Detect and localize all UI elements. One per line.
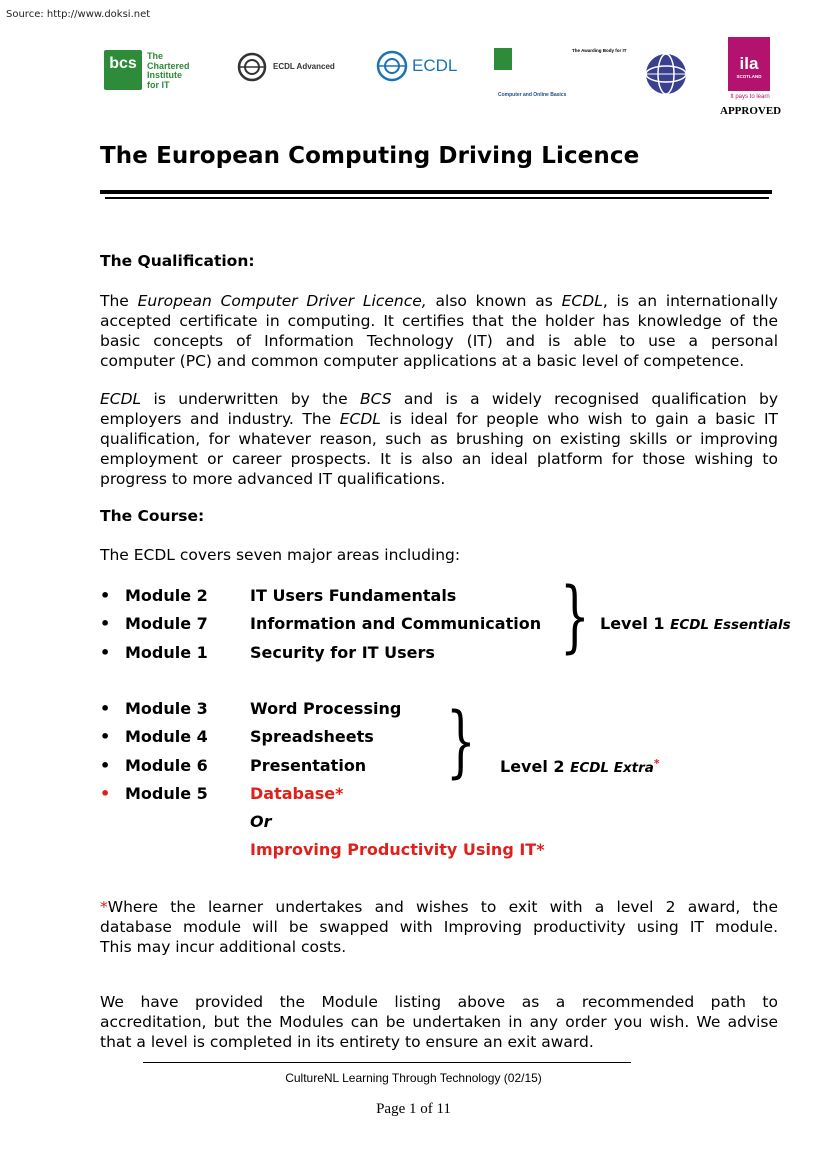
bullet: • xyxy=(100,784,111,803)
bullet: • xyxy=(100,643,111,662)
ecdl-logo xyxy=(372,50,467,82)
module-number: Module 6 xyxy=(125,756,208,775)
text-run: ECDL xyxy=(339,410,381,428)
text-run: The xyxy=(100,292,138,310)
course-heading: The Course: xyxy=(100,507,205,525)
bcs-computer-basics-logo xyxy=(492,46,627,102)
text-run: Where the learner undertakes and wishes to exit with a level 2 award, the xyxy=(107,898,778,916)
computer-basics-text: Computer and Online Basics xyxy=(498,92,567,98)
level-1-label xyxy=(600,614,791,633)
closing-paragraph xyxy=(100,992,778,1052)
module-title: Presentation xyxy=(250,756,367,775)
bcs-mini-mark xyxy=(494,48,512,70)
footer-rule xyxy=(143,1062,631,1063)
bullet: • xyxy=(100,586,111,605)
ecdl-advanced-logo xyxy=(233,52,343,84)
ecdl-advanced-text: ECDL Advanced xyxy=(273,62,335,71)
awarding-body-text: The Awarding Body for IT xyxy=(572,48,627,53)
module-number: Module 5 xyxy=(125,784,208,803)
text-line: We have provided the Module listing above as a recommended path to xyxy=(100,993,778,1011)
module-title: Spreadsheets xyxy=(250,727,374,746)
module-number: Module 1 xyxy=(125,643,208,662)
level-1-brace: } xyxy=(560,572,590,662)
text-line: accreditation, but the Modules can be undertaken in any order you wish. We advise xyxy=(100,1013,778,1031)
course-intro: The ECDL covers seven major areas including: xyxy=(100,546,461,564)
text-line: database module will be swapped with Improving productivity using IT module. xyxy=(100,918,778,936)
module-title: Information and Communication xyxy=(250,614,542,633)
module-number: Module 3 xyxy=(125,699,208,718)
asterisk: * xyxy=(653,757,660,770)
page-number: Page 1 of 11 xyxy=(376,1101,451,1117)
module-number: Module 7 xyxy=(125,614,208,633)
module-title: Security for IT Users xyxy=(250,643,435,662)
bcs-text-line: Chartered xyxy=(147,60,190,71)
text-run: European Computer Driver Licence, xyxy=(137,292,427,310)
title-rule-thin xyxy=(105,197,769,199)
bullet: • xyxy=(100,756,111,775)
level-label-text: Level 1 xyxy=(600,614,665,633)
text-line: progress to more advanced IT qualifications. xyxy=(100,470,446,488)
note-paragraph xyxy=(100,897,778,957)
module-title: Database* xyxy=(250,784,344,803)
level-sub-text: ECDL Essentials xyxy=(670,617,791,633)
ila-mark: ila xyxy=(739,54,759,73)
text-run: ECDL xyxy=(561,292,603,310)
qualification-paragraph-2 xyxy=(100,389,778,489)
module-title: IT Users Fundamentals xyxy=(250,586,457,605)
bullet: • xyxy=(100,699,111,718)
qualification-heading: The Qualification: xyxy=(100,252,255,270)
module-number: Module 4 xyxy=(125,727,208,746)
text-line: accepted certificate in computing. It certifies that the holder has knowledge of the xyxy=(100,312,778,330)
text-line: This may incur additional costs. xyxy=(100,938,347,956)
page-title: The European Computing Driving Licence xyxy=(100,143,640,169)
module-title: Word Processing xyxy=(250,699,402,718)
title-rule-thick xyxy=(100,190,772,194)
or-label: Or xyxy=(250,812,272,831)
bcs-text-line: Institute xyxy=(147,70,182,80)
bullet: • xyxy=(100,614,111,633)
bcs-text-line: for IT xyxy=(147,79,170,90)
ila-tagline: It pays to learn xyxy=(730,94,770,100)
level-sub-text: ECDL Extra xyxy=(570,760,654,776)
footer-text: CultureNL Learning Through Technology (02/15) xyxy=(285,1071,542,1085)
text-run: ECDL xyxy=(100,390,142,408)
text-run: also known as xyxy=(426,292,562,310)
ecdl-text: ECDL xyxy=(412,56,458,75)
globe-logo xyxy=(644,52,690,96)
bullet: • xyxy=(100,727,111,746)
text-line: basic concepts of Information Technology (IT) and is able to use a personal xyxy=(100,332,778,350)
text-line: qualification, for whatever reason, such as brushing on existing skills or improving xyxy=(100,430,778,448)
text-run: is ideal for people who wish to gain a basic IT xyxy=(380,410,779,428)
text-line: employment or career prospects. It is also an ideal platform for those wishing to xyxy=(100,450,778,468)
ecdl-globe-icon xyxy=(376,50,408,82)
bcs-text-line: The xyxy=(147,51,164,61)
text-run: and is a widely recognised qualification by xyxy=(391,390,779,408)
text-line: computer (PC) and common computer applications at a basic level of competence. xyxy=(100,352,745,370)
globe-icon xyxy=(644,52,688,96)
text-run: BCS xyxy=(359,390,392,408)
level-2-brace: } xyxy=(446,697,476,787)
ila-scotland-text: SCOTLAND xyxy=(736,74,762,79)
approved-label: APPROVED xyxy=(720,105,782,117)
text-run: employers and industry. The xyxy=(100,410,340,428)
qualification-paragraph-1 xyxy=(100,291,778,371)
ecdl-globe-icon xyxy=(237,52,267,82)
text-run: , is an internationally xyxy=(602,292,778,310)
text-run: is underwritten by the xyxy=(141,390,360,408)
module-number: Module 2 xyxy=(125,586,208,605)
text-line: that a level is completed in its entirety to ensure an exit award. xyxy=(100,1033,594,1051)
level-label-text: Level 2 xyxy=(500,757,565,776)
module-alt-title: Improving Productivity Using IT* xyxy=(250,840,545,859)
asterisk: * xyxy=(100,898,108,916)
level-2-label xyxy=(500,757,660,776)
source-label: Source: http://www.doksi.net xyxy=(6,9,151,20)
bcs-mark: bcs xyxy=(104,50,142,90)
ila-scotland-logo xyxy=(728,37,772,105)
bcs-logo xyxy=(104,50,194,92)
